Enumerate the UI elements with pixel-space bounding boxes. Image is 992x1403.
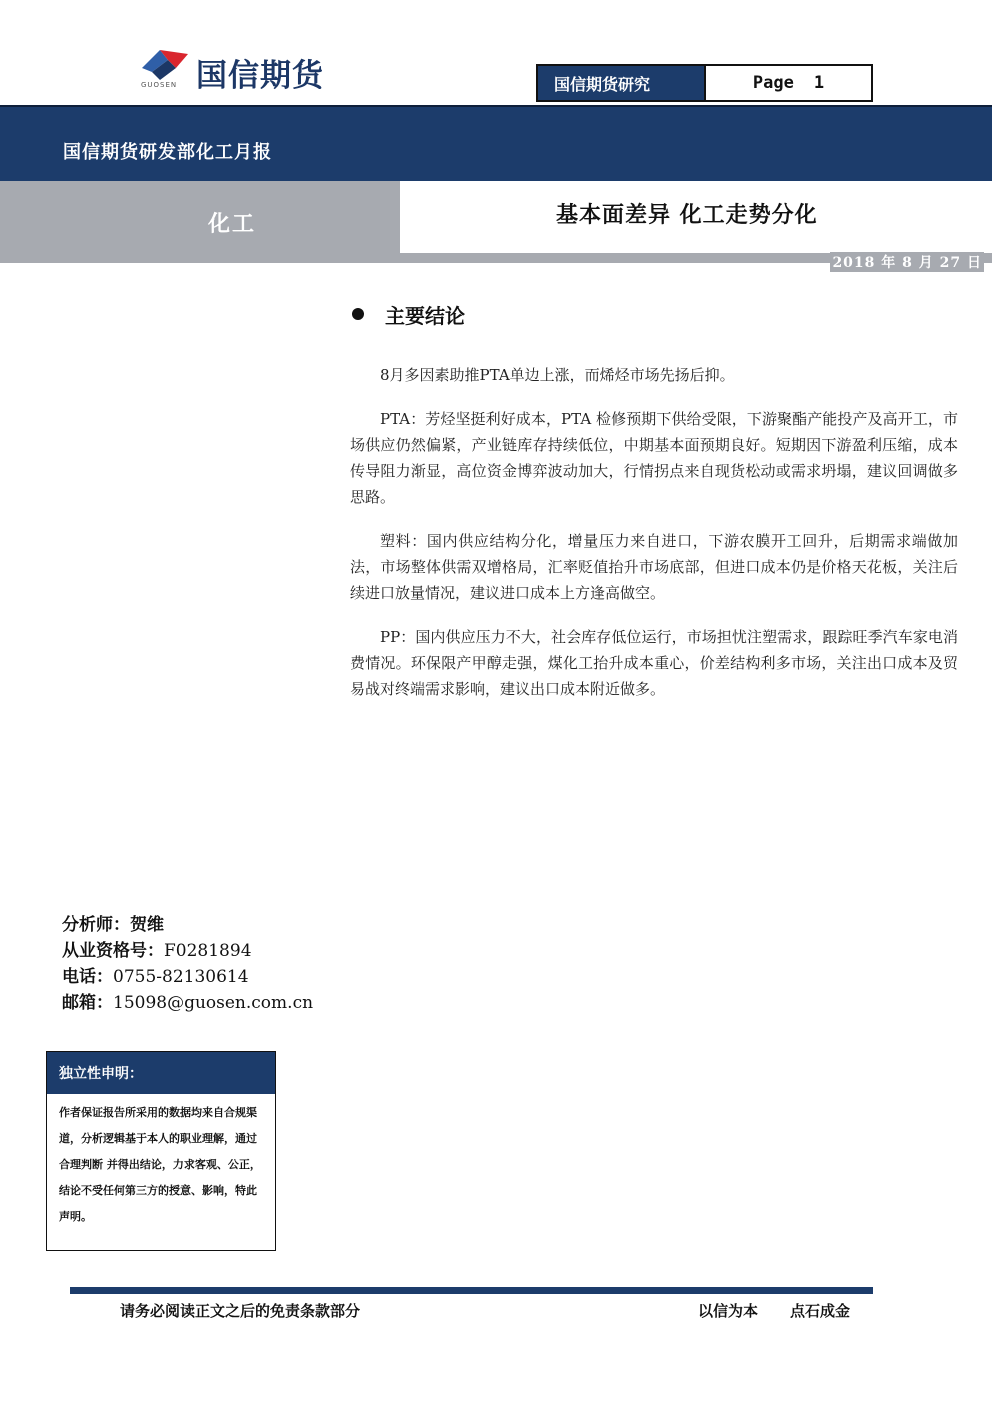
header-box xyxy=(536,64,873,102)
analyst-name-label: 分析师： xyxy=(62,915,130,935)
footer-divider xyxy=(70,1287,873,1294)
independence-statement-box xyxy=(46,1051,276,1251)
analyst-cert-label: 从业资格号： xyxy=(62,941,164,961)
report-series-title: 国信期货研发部化工月报 xyxy=(63,142,272,163)
report-date: 2018 年 8 月 27 日 xyxy=(830,252,984,272)
guosen-logo-icon xyxy=(138,46,194,86)
motto-part-2: 点石成金 xyxy=(790,1302,851,1320)
analyst-email-row xyxy=(62,990,313,1016)
conclusions-body xyxy=(350,362,958,720)
sector-label: 化工 xyxy=(208,211,257,237)
analyst-info xyxy=(62,912,313,1016)
report-headline: 基本面差异 化工走势分化 xyxy=(556,202,818,228)
paragraph: 塑料：国内供应结构分化，增量压力来自进口，下游农膜开工回升，后期需求端做加法，市场整体供需双增格局，汇率贬值抬升市场底部，但进口成本仍是价格天花板，关注后续进口放量情况，建议进口成本上方逢高做空。 xyxy=(350,532,958,602)
statement-text: 作者保证报告所采用的数据均来自合规渠道，分析逻辑基于本人的职业理解，通过合理判断 并得出结论，力求客观、公正，结论不受任何第三方的授意、影响，特此声明。 xyxy=(59,1106,261,1223)
company-motto xyxy=(698,1300,850,1321)
company-logo-subtext: GUOSEN xyxy=(141,81,178,89)
page-label: Page xyxy=(752,73,794,93)
sector-panel xyxy=(0,181,400,253)
paragraph: PTA：芳烃坚挺利好成本，PTA 检修预期下供给受限，下游聚酯产能投产及高开工，市场供应仍然偏紧，产业链库存持续低位，中期基本面预期良好。短期因下游盈利压缩，成本传导阻力渐显，高位资金博弈波动加大，行情拐点来自现货松动或需求坍塌，建议回调做多思路。 xyxy=(350,410,958,506)
analyst-phone-row xyxy=(62,964,313,990)
company-logo-text: 国信期货 xyxy=(196,58,324,94)
page-number: 1 xyxy=(813,73,825,93)
disclaimer-notice: 请务必阅读正文之后的免责条款部分 xyxy=(120,1302,361,1320)
motto-part-1: 以信为本 xyxy=(698,1302,759,1320)
paragraph: 8月多因素助推PTA单边上涨，而烯烃市场先扬后抑。 xyxy=(380,366,735,384)
analyst-cert: F0281894 xyxy=(164,941,252,961)
page-indicator xyxy=(706,66,871,100)
statement-title: 独立性申明： xyxy=(47,1052,275,1094)
research-label: 国信期货研究 xyxy=(538,66,706,100)
section-title: 主要结论 xyxy=(385,304,465,328)
analyst-name: 贺维 xyxy=(130,915,164,935)
analyst-phone: 0755-82130614 xyxy=(113,967,249,987)
analyst-email-label: 邮箱： xyxy=(62,993,113,1013)
paragraph: PP：国内供应压力不大，社会库存低位运行，市场担忧注塑需求，跟踪旺季汽车家电消费情况。环保限产甲醇走强，煤化工抬升成本重心，价差结构利多市场，关注出口成本及贸易战对终端需求影响，建议出口成本附近做多。 xyxy=(350,628,958,698)
analyst-email[interactable]: 15098@guosen.com.cn xyxy=(113,993,314,1013)
analyst-phone-label: 电话： xyxy=(62,967,113,987)
analyst-cert-row xyxy=(62,938,313,964)
analyst-name-row xyxy=(62,912,313,938)
bullet-icon xyxy=(352,308,364,320)
